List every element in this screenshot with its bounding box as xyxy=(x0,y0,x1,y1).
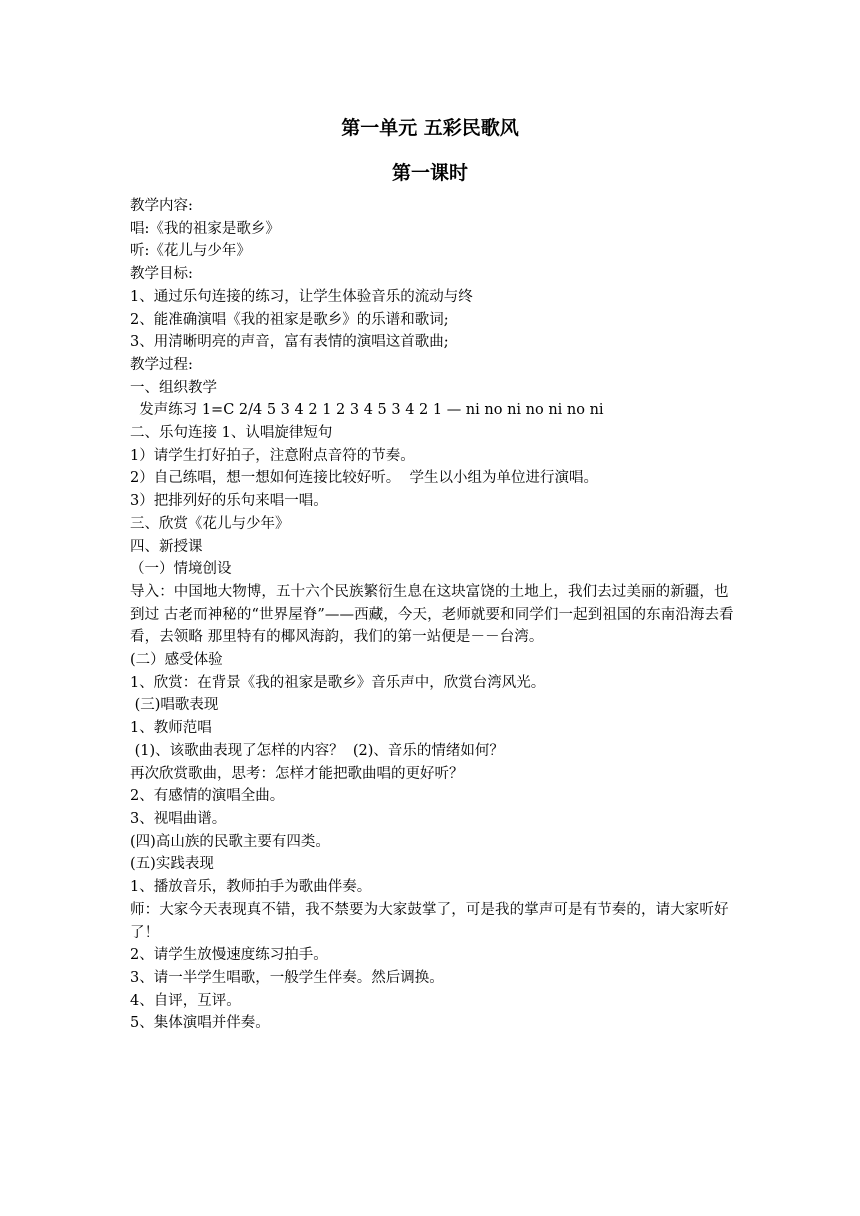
text-line: 一、组织教学 xyxy=(130,379,217,396)
text-line: 发声练习 1=C 2/4 5 3 4 2 1 2 3 4 5 3 4 2 1 — ni no ni no ni no ni xyxy=(130,402,604,419)
intro-paragraph: 导入：中国地大物博，五十六个民族繁衍生息在这块富饶的土地上，我们去过美丽的新疆，也到过 古老而神秘的“世界屋脊”——西藏，今天，老师就要和同学们一起到祖国的东南沿海去看看，去领略 那里特有的椰风海韵，我们的第一站便是－－台湾。 xyxy=(130,583,734,646)
text-line: 再次欣赏歌曲，思考：怎样才能把歌曲唱的更好听？ xyxy=(130,765,464,782)
text-line: 1、播放音乐，教师拍手为歌曲伴奏。 xyxy=(130,879,372,896)
text-line: 教学目标: xyxy=(130,266,193,283)
document-subtitle: 第一课时 xyxy=(391,162,468,184)
document-title: 第一单元 五彩民歌风 xyxy=(341,117,519,139)
text-line: 1）请学生打好拍子，注意附点音符的节奏。 xyxy=(130,447,415,464)
section-lines-3 xyxy=(130,944,740,1035)
text-line: 四、新授课 xyxy=(130,538,203,555)
text-line: 5、集体演唱并伴奏。 xyxy=(130,1015,270,1032)
text-line: 3、请一半学生唱歌，一般学生伴奏。然后调换。 xyxy=(130,969,444,986)
text-line: 教学过程: xyxy=(130,356,193,373)
text-line: 4、自评，互评。 xyxy=(130,992,241,1009)
text-line: 1、欣赏：在背景《我的祖家是歌乡》音乐声中，欣赏台湾风光。 xyxy=(130,674,546,691)
text-line: 2、能准确演唱《我的祖家是歌乡》的乐谱和歌词; xyxy=(130,311,449,328)
section-lines-2 xyxy=(130,649,740,899)
text-line: 2、请学生放慢速度练习拍手。 xyxy=(130,947,328,964)
text-line: 3、用清晰明亮的声音，富有表情的演唱这首歌曲; xyxy=(130,334,449,351)
text-line: 1、通过乐句连接的练习，让学生体验音乐的流动与终 xyxy=(130,288,473,305)
text-line: (1)、该歌曲表现了怎样的内容？ (2)、音乐的情绪如何？ xyxy=(130,742,504,759)
text-line: 3）把排列好的乐句来唱一唱。 xyxy=(130,493,328,510)
text-line: 唱:《我的祖家是歌乡》 xyxy=(130,220,280,237)
text-line: (二）感受体验 xyxy=(130,652,223,669)
text-line: 2、有感情的演唱全曲。 xyxy=(130,788,285,805)
text-line: 三、欣赏《花儿与少年》 xyxy=(130,515,290,532)
text-line: （一）情境创设 xyxy=(130,561,232,578)
text-line: (四)高山族的民歌主要有四类。 xyxy=(130,833,330,850)
document-body xyxy=(130,195,740,1035)
section-lines-1 xyxy=(130,195,740,581)
text-line: 二、乐句连接 1、认唱旋律短句 xyxy=(130,425,333,442)
text-line: 1、教师范唱 xyxy=(130,720,212,737)
text-line: (三)唱歌表现 xyxy=(130,697,219,714)
teacher-paragraph: 师：大家今天表现真不错，我不禁要为大家鼓掌了，可是我的掌声可是有节奏的，请大家听好了！ xyxy=(130,901,729,941)
text-line: 教学内容: xyxy=(130,198,193,214)
text-line: 2）自己练唱，想一想如何连接比较好听。 学生以小组为单位进行演唱。 xyxy=(130,470,598,487)
text-line: 3、视唱曲谱。 xyxy=(130,810,227,827)
text-line: 听:《花儿与少年》 xyxy=(130,243,251,260)
text-line: (五)实践表现 xyxy=(130,856,214,873)
